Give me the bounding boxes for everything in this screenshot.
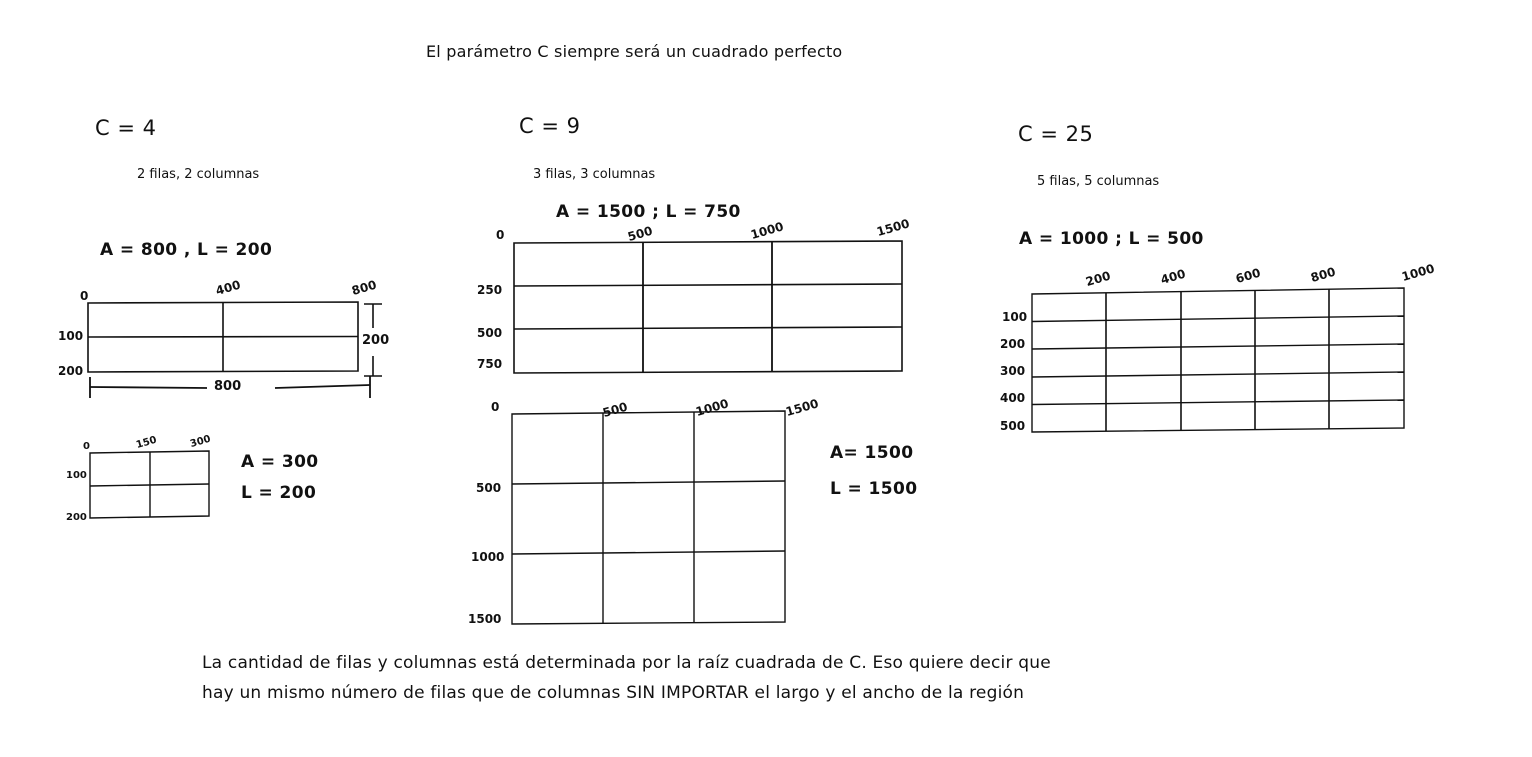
ytick-c25-fig1-2: 300 (1000, 364, 1026, 378)
xtick-c9-fig2-2: 1000 (694, 396, 731, 419)
footer-line-1: La cantidad de filas y columnas está determinada por la raíz cuadrada de C. Eso quiere decir que (202, 653, 1051, 673)
ytick-c9-fig1-2: 500 (477, 326, 503, 340)
ytick-c9-fig2-3: 1500 (468, 612, 502, 626)
xtick-c25-fig1-3: 800 (1309, 264, 1338, 285)
ytick-c9-fig2-1: 500 (476, 481, 502, 495)
equation-c9-fig1: A = 1500 ; L = 750 (556, 202, 741, 222)
equation-c25-fig1: A = 1000 ; L = 500 (1019, 229, 1204, 249)
ytick-c9-fig2-2: 1000 (471, 550, 505, 564)
ytick-c4-fig2-2: 200 (66, 512, 87, 523)
ytick-c25-fig1-4: 500 (1000, 419, 1026, 433)
ytick-c9-fig1-3: 750 (477, 357, 503, 371)
panel-subtitle-c25: 5 filas, 5 columnas (1037, 174, 1160, 189)
grid-c9-fig2 (500, 400, 800, 630)
xtick-c25-fig1-4: 1000 (1400, 261, 1437, 284)
ytick-c25-fig1-0: 100 (1002, 310, 1028, 324)
panel-header-c25: C = 25 (1018, 122, 1094, 146)
equation-l-c4-fig2: L = 200 (241, 483, 317, 503)
equation-a-c9-fig2: A= 1500 (830, 443, 914, 463)
equation-l-c9-fig2: L = 1500 (830, 479, 918, 499)
panel-subtitle-c4: 2 filas, 2 columnas (137, 167, 260, 182)
ytick-c25-fig1-3: 400 (1000, 391, 1026, 405)
ytick-c25-fig1-1: 200 (1000, 337, 1026, 351)
height-label-c4-fig1: 200 (362, 333, 390, 348)
xtick-c9-fig1-0: 0 (496, 228, 505, 242)
xtick-c4-fig2-2: 300 (188, 433, 213, 450)
equation-a-c4-fig2: A = 300 (241, 452, 319, 472)
xtick-c25-fig1-2: 600 (1234, 265, 1263, 286)
ytick-c4-fig1-2: 200 (58, 364, 84, 378)
xtick-c9-fig2-1: 500 (601, 399, 630, 420)
grid-c25-fig1 (1020, 280, 1420, 445)
panel-header-c4: C = 4 (95, 116, 157, 140)
footer-line-2: hay un mismo número de filas que de columnas SIN IMPORTAR el largo y el ancho de la región (202, 683, 1025, 703)
xtick-c25-fig1-1: 400 (1159, 266, 1188, 287)
xtick-c9-fig2-3: 1500 (784, 396, 821, 419)
panel-header-c9: C = 9 (519, 114, 581, 138)
grid-c4-fig2 (80, 440, 230, 530)
xtick-c9-fig2-0: 0 (491, 400, 500, 414)
xtick-c4-fig2-0: 0 (83, 441, 90, 452)
xtick-c4-fig2-1: 150 (134, 434, 159, 451)
xtick-c25-fig1-0: 200 (1084, 268, 1113, 289)
xtick-c4-fig1-0: 0 (80, 289, 89, 303)
equation-c4-fig1: A = 800 , L = 200 (100, 240, 273, 260)
ytick-c4-fig1-1: 100 (58, 329, 84, 343)
ytick-c4-fig2-1: 100 (66, 470, 87, 481)
xtick-c9-fig1-3: 1500 (875, 216, 912, 239)
xtick-c9-fig1-1: 500 (626, 223, 655, 244)
page-title: El parámetro C siempre será un cuadrado perfecto (426, 42, 843, 61)
panel-subtitle-c9: 3 filas, 3 columnas (533, 167, 656, 182)
width-label-c4-fig1: 800 (214, 379, 242, 394)
xtick-c4-fig1-1: 400 (214, 277, 243, 298)
xtick-c4-fig1-2: 800 (350, 277, 379, 298)
ytick-c9-fig1-1: 250 (477, 283, 503, 297)
grid-c9-fig1 (500, 230, 920, 390)
xtick-c9-fig1-2: 1000 (749, 219, 786, 242)
